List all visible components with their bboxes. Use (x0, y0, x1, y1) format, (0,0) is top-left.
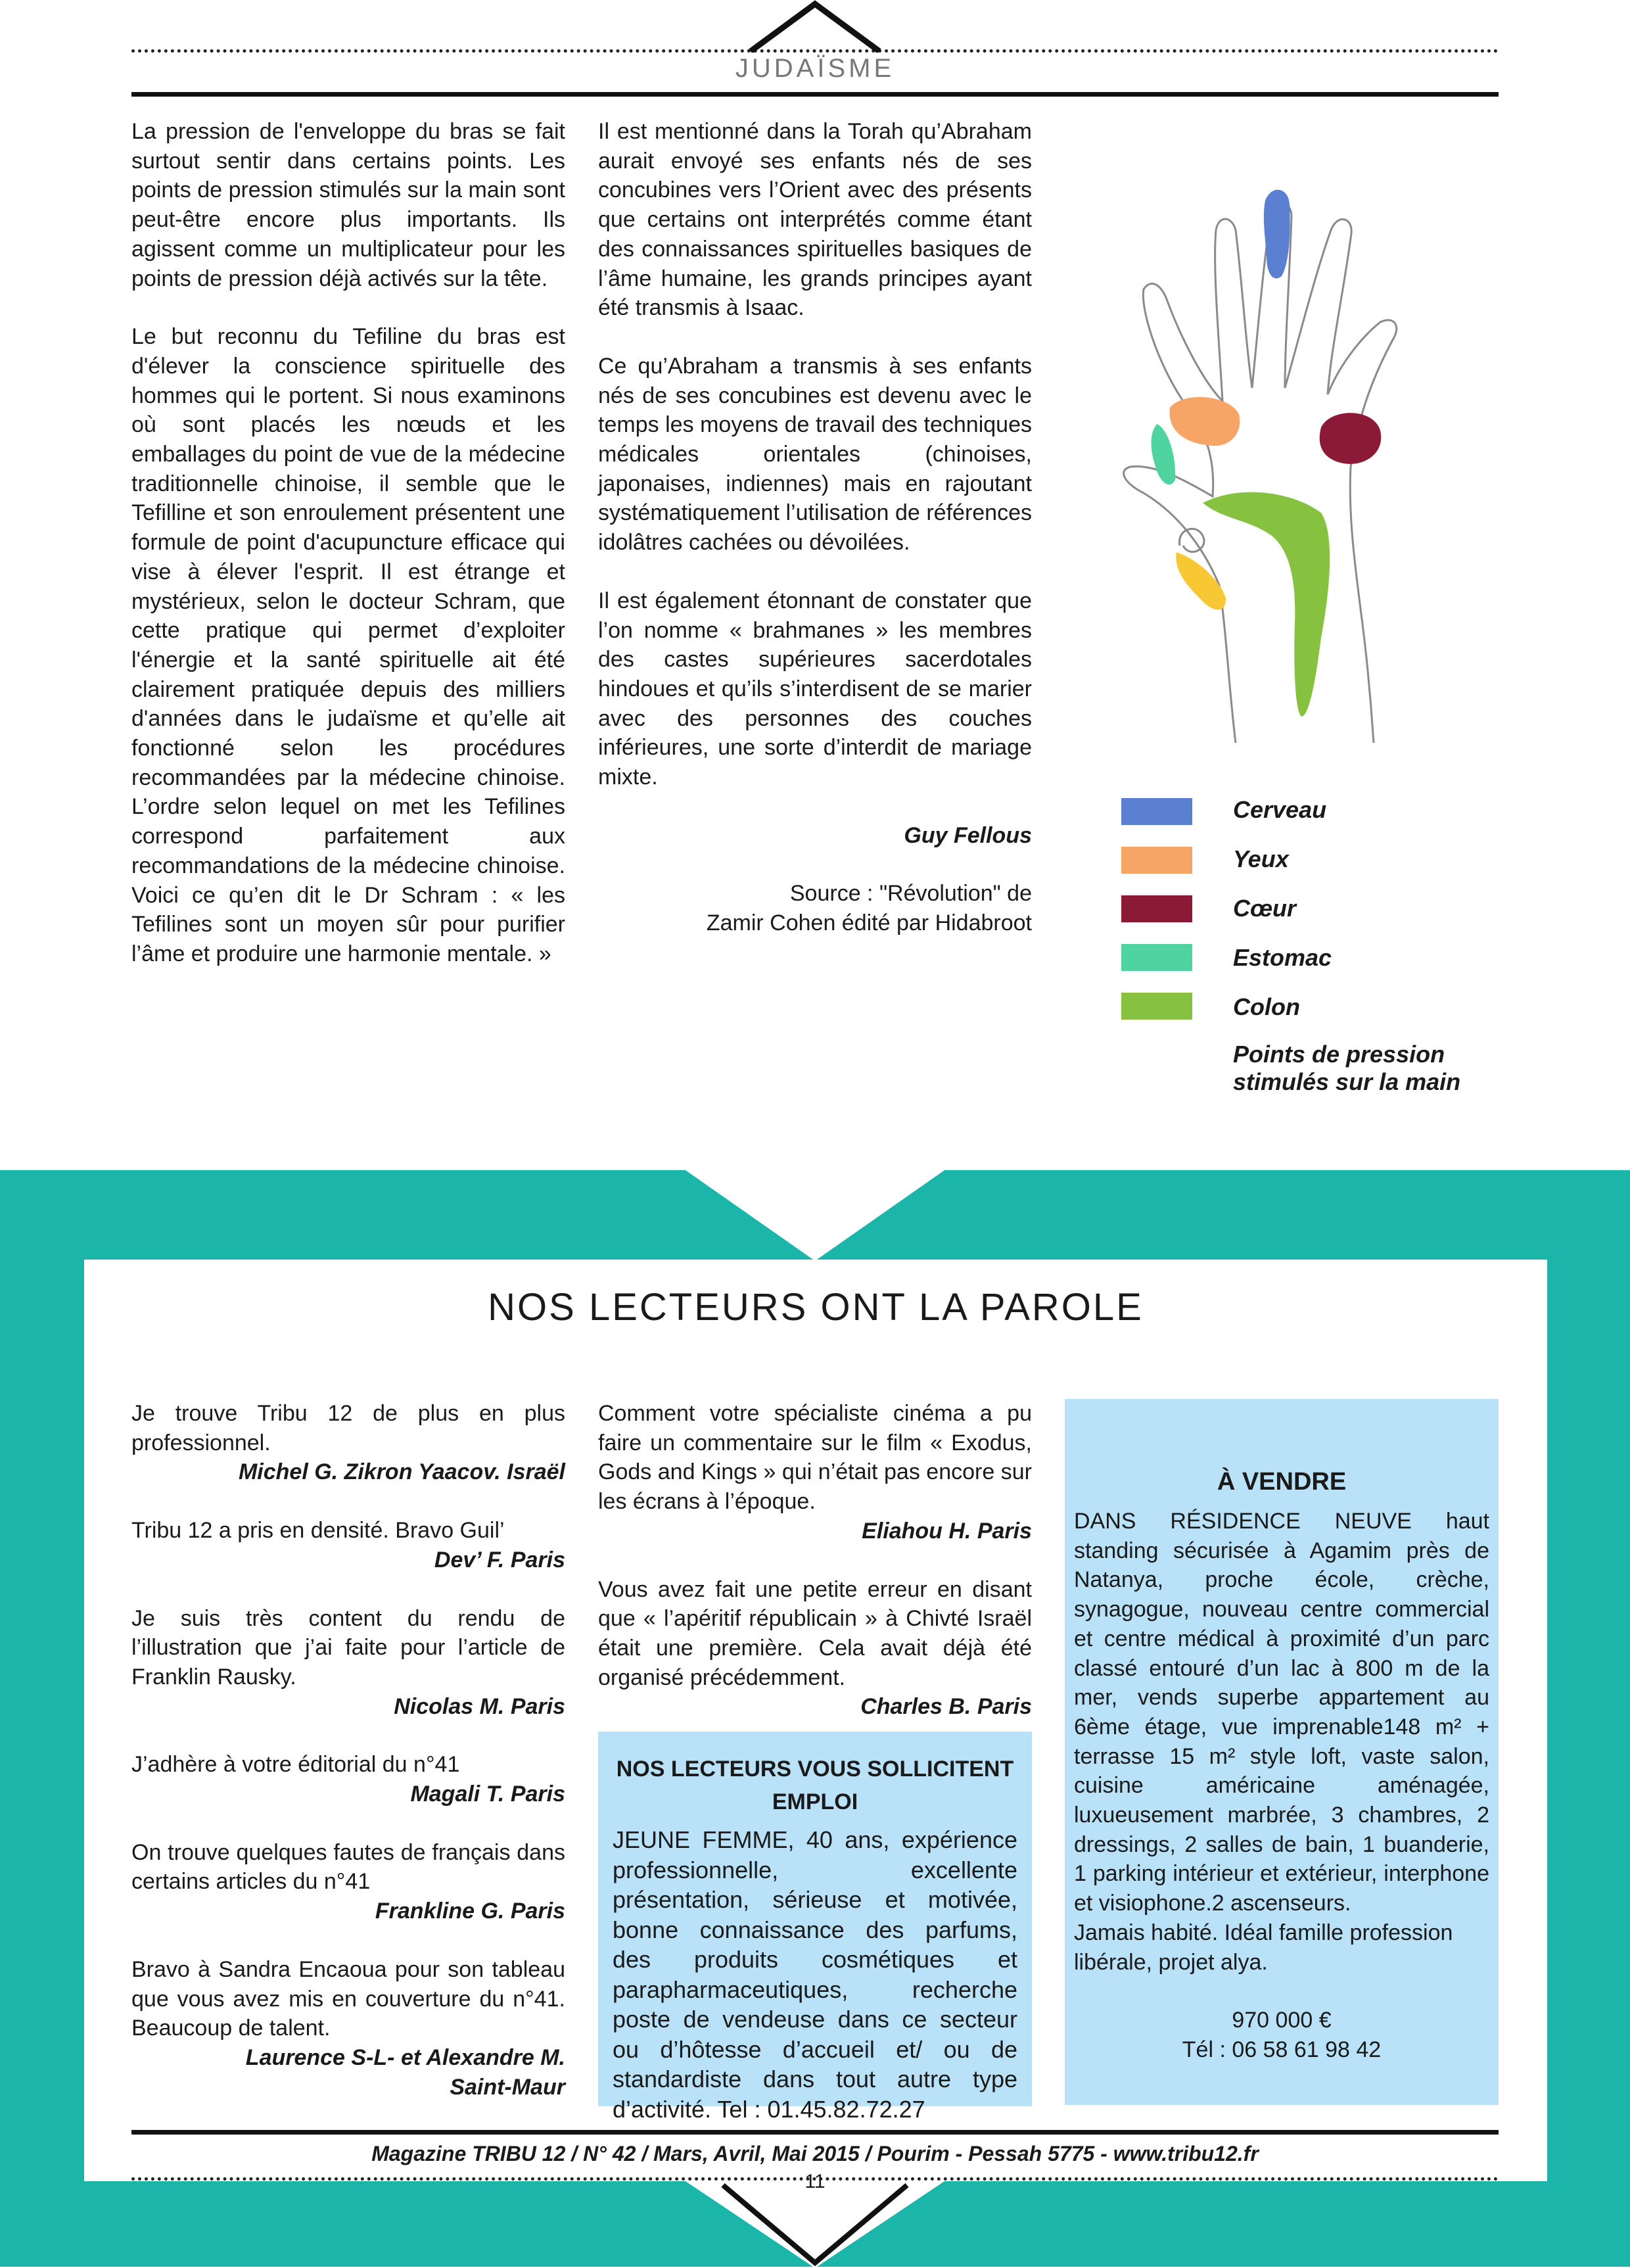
article-source-line-2: Zamir Cohen édité par Hidabroot (706, 910, 1032, 936)
header-peak-ornament (743, 0, 887, 53)
sale-box-price: 970 000 € (1232, 2008, 1332, 2033)
article-paragraph: Il est mentionné dans la Torah qu’Abraham aurait envoyé ses enfants nés de ses concubines vers l’Orient avec des présents que certains ont interprétés comme étant des connaissances spirituelles basiques de l’âme humaine, les grands principes ayant été transmis à Isaac. (598, 119, 1032, 321)
reader-letter (131, 1750, 565, 1808)
reader-letter-author: Charles B. Paris (860, 1694, 1032, 1720)
article-column-1 (131, 117, 565, 998)
job-box-title-line-1: NOS LECTEURS VOUS SOLLICITENT (616, 1757, 1014, 1782)
eyes-point (1170, 397, 1240, 446)
reader-letter-author: Frankline G. Paris (375, 1899, 565, 1924)
footer-text: Magazine TRIBU 12 / N° 42 / Mars, Avril, Mai 2015 / Pourim - Pessah 5775 - www.tribu12.fr (371, 2142, 1259, 2165)
reader-letter-author: Michel G. Zikron Yaacov. Israël (238, 1459, 565, 1485)
legend-note (1233, 1041, 1460, 1096)
reader-letter (598, 1399, 1032, 1546)
article-column-2 (598, 117, 1032, 938)
legend-label-estomac: Estomac (1233, 944, 1332, 971)
legend-label-coeur: Cœur (1233, 895, 1296, 922)
teal-frame-left (0, 1170, 84, 2267)
section-title: JUDAÏSME (735, 54, 895, 83)
article-paragraph: La pression de l'enveloppe du bras se fait surtout sentir dans certains points. Les points de pression stimulés sur la main sont peut-être encore plus importants. Ils agissent comme un multiplicateur pour les points de pression déjà activés sur la tête. (131, 119, 565, 291)
legend-label-yeux: Yeux (1233, 845, 1289, 872)
teal-notch-top (684, 1169, 946, 1261)
article-paragraph: Le but reconnu du Tefiline du bras est d'élever la conscience spirituelle des hommes qui le portent. Si nous examinons où sont placés les nœuds et les emballages du point de vue de la médecine traditionnelle chinoise, il semble que le Tefilline et son enroulement présentent une formule de point d'acupuncture efficace qui vise à élever l'esprit. Il est étrange et mystérieux, selon le docteur Schram, que cette pratique qui permet d’exploiter l'énergie et la santé spirituelle ait été clairement pratiquée depuis des milliers d'années dans le judaïsme et qu’elle ait fonctionné selon les procédures recommandées par la médecine chinoise. L’ordre selon lequel on met les Tefilines correspond parfaitement aux recommandations de la médecine chinoise. Voici ce qu’en dit le Dr Schram : « les Tefilines sont un moyen sûr pour purifier l’âme et produire une harmonie mentale. » (131, 324, 565, 966)
legend-swatch-yeux (1121, 847, 1192, 874)
article-paragraph: Ce qu’Abraham a transmis à ses enfants nés de ses concubines est devenu avec le temps les moyens de travail des techniques médicales orientales (chinoises, japonaises, indiennes) mais en rajoutant systématiquement l’utilisation de références idolâtres cachées ou dévoilées. (598, 353, 1032, 555)
legend-swatch-estomac (1121, 944, 1192, 971)
job-request-box (598, 1732, 1032, 2123)
legend-label-colon: Colon (1233, 993, 1300, 1020)
footer-rule (131, 2130, 1499, 2135)
legend-swatch-cerveau (1121, 798, 1192, 825)
for-sale-box (1065, 1399, 1499, 2105)
reader-letter-text: On trouve quelques fautes de français dans certains articles du n°41 (131, 1839, 565, 1895)
reader-letter-text: Tribu 12 a pris en densité. Bravo Guil’ (131, 1518, 505, 1544)
article-author: Guy Fellous (904, 822, 1032, 848)
reader-letter-text: Je suis très content du rendu de l’illustration que j’ai faite pour l’article de Franklin Rausky. (131, 1605, 565, 1689)
article-paragraph: Il est également étonnant de constater que l’on nomme « brahmanes » les membres des castes supérieures sacerdotales hindoues et qu’ils s’interdisent de se marier avec des personnes des couches inférieures, une sorte d’interdit de mariage mixte. (598, 588, 1032, 790)
page-number: 11 (804, 2171, 826, 2192)
sale-box-phone: Tél : 06 58 61 98 42 (1182, 2037, 1382, 2062)
job-box-title-line-2: EMPLOI (772, 1789, 858, 1814)
readers-column-2 (598, 1399, 1032, 1751)
teal-frame-right (1547, 1170, 1630, 2267)
article-source-line-1: Source : "Révolution" de (789, 881, 1032, 907)
reader-letter-text: J’adhère à votre éditorial du n°41 (131, 1752, 460, 1778)
reader-letter-text: Comment votre spécialiste cinéma a pu faire un commentaire sur le film « Exodus, Gods and Kings » qui n’était pas encore sur les écrans à l’époque. (598, 1401, 1032, 1515)
reader-letter-author-location: Saint-Maur (450, 2074, 565, 2100)
reader-letter (131, 1604, 565, 1722)
reader-letter-text: Bravo à Sandra Encaoua pour son tableau que vous avez mis en couverture du n°41. Beaucoup de talent. (131, 1956, 565, 2041)
reader-letter (131, 1955, 565, 2102)
legend-note-line-2: stimulés sur la main (1233, 1068, 1461, 1095)
stomach-point (1152, 424, 1176, 484)
reader-letter-author: Dev’ F. Paris (434, 1547, 565, 1572)
heart-point (1320, 413, 1382, 464)
sale-box-title: À VENDRE (1217, 1468, 1347, 1496)
readers-column-1 (131, 1399, 565, 2131)
sale-box-text-2: Jamais habité. Idéal famille profession libérale, projet alya. (1074, 1920, 1453, 1975)
reader-letter (131, 1516, 565, 1574)
brain-point (1264, 190, 1290, 279)
teal-notch-bottom (684, 2180, 946, 2268)
reader-letter (131, 1838, 565, 1926)
reader-letter (598, 1575, 1032, 1722)
header-rule (131, 92, 1499, 97)
legend-swatch-coeur (1121, 895, 1192, 922)
reader-letter (131, 1399, 565, 1487)
hand-illustration (1104, 125, 1499, 756)
readers-section-title: NOS LECTEURS ONT LA PAROLE (488, 1286, 1144, 1329)
reader-letter-author: Eliahou H. Paris (862, 1518, 1032, 1544)
job-box-text: JEUNE FEMME, 40 ans, expérience professionnelle, excellente présentation, sérieuse et motivée, bonne connaissance des parfums, des produits cosmétiques et parapharmaceutiques, recherche poste de vendeuse dans ce secteur ou d’hôtesse d’accueil et/ ou de standardiste dans tout autre type d’activité. Tel : 01.45.82.72.27 (613, 1826, 1017, 2123)
reader-letter-text: Vous avez fait une petite erreur en disant que « l’apéritif républicain » à Chivté Israël était une première. Cela avait déjà été organisé précédemment. (598, 1576, 1032, 1690)
reader-letter-author: Laurence S-L- et Alexandre M. (245, 2044, 565, 2070)
reader-letter-author: Nicolas M. Paris (394, 1693, 565, 1719)
reader-letter-author: Magali T. Paris (410, 1782, 565, 1807)
palm-spiral (1179, 529, 1204, 552)
legend-note-line-1: Points de pression (1233, 1041, 1445, 1068)
sale-box-text: DANS RÉSIDENCE NEUVE haut standing sécurisée à Agamim près de Natanya, proche école, crèche, synagogue, nouveau centre commercial et centre médical à proximité d’un parc classé entouré d’un lac à 800 m de la mer, vends superbe appartement au 6ème étage, vue imprenable148 m² + terrasse 15 m² style loft, vaste salon, cuisine américaine aménagée, luxueusement marbrée, 3 chambres, 2 dressings, 2 salles de bain, 1 buanderie, 1 parking intérieur et extérieur, interphone et visiophone.2 ascenseurs. (1074, 1509, 1489, 1916)
legend-swatch-colon (1121, 993, 1192, 1020)
legend-label-cerveau: Cerveau (1233, 796, 1327, 823)
reader-letter-text: Je trouve Tribu 12 de plus en plus professionnel. (131, 1401, 565, 1455)
